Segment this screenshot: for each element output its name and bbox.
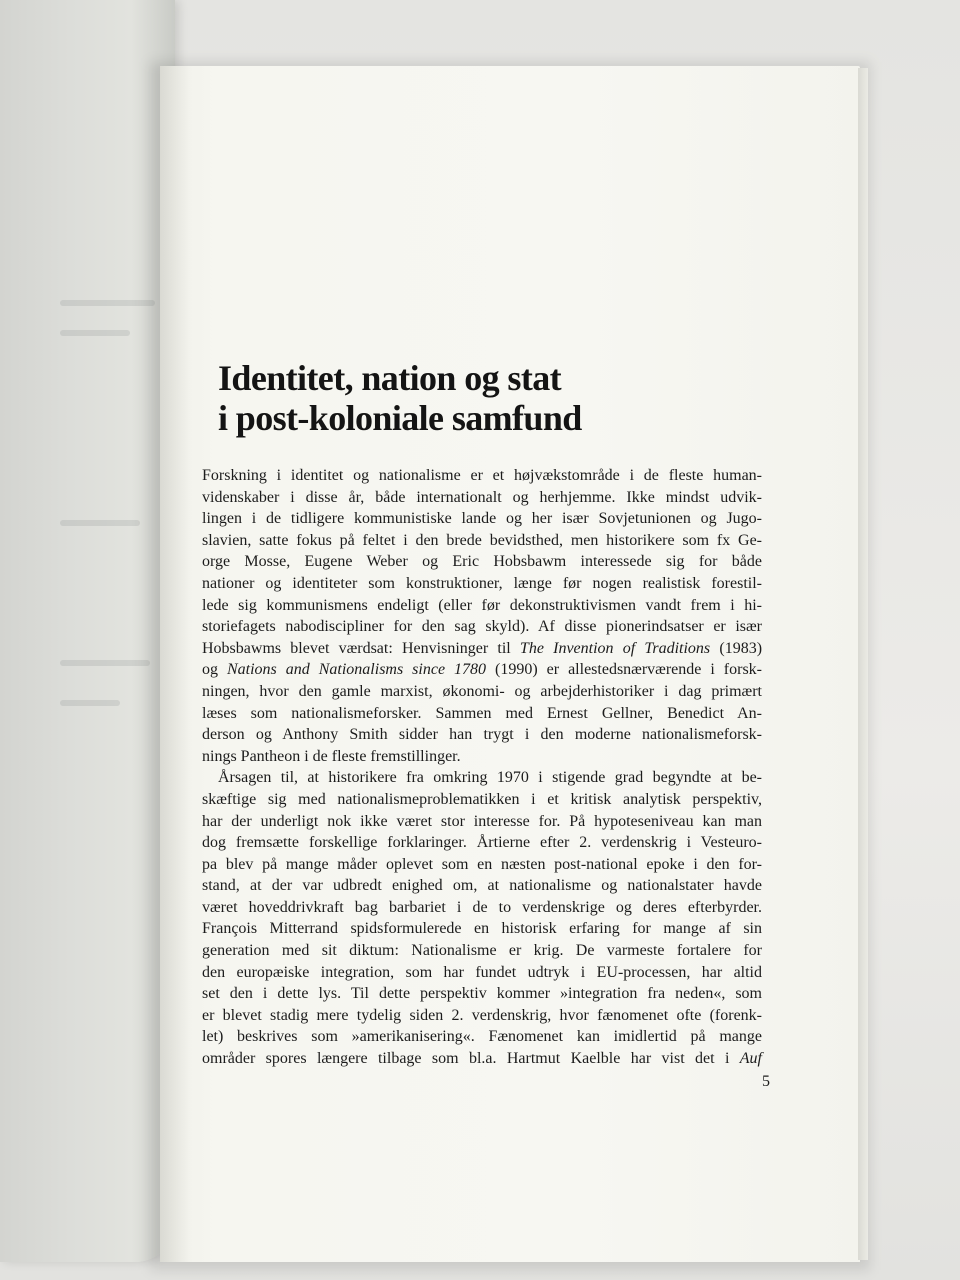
body-line: lingen i de tidligere kommunistiske lande og her især Sovjetunionen og Jugo-: [202, 510, 762, 528]
ghost-text-line: [60, 520, 140, 526]
body-line: stand, at der var udbredt enighed om, at nationalisme og nationalstater havde: [202, 877, 762, 895]
chapter-title-line: i post-koloniale samfund: [218, 398, 582, 438]
body-line: pa blev på mange måder oplevet som en næsten post-national epoke i den for-: [202, 855, 762, 873]
body-line: den europæiske integration, som har fundet udtryk i EU-processen, har altid: [202, 963, 762, 981]
body-line: Forskning i identitet og nationalisme er et højvækstområde i de fleste human-: [202, 467, 762, 484]
left-page: [0, 0, 175, 1262]
chapter-title-line: Identitet, nation og stat: [218, 358, 561, 398]
body-line: skæftige sig med nationalismeproblematikken i et kritisk analytisk perspektiv,: [202, 790, 762, 808]
page-number: 5: [762, 1073, 770, 1090]
page-edge: [858, 68, 868, 1260]
ghost-text-line: [60, 700, 120, 706]
body-line: set den i dette lys. Til dette perspektiv kommer »integration fra neden«, som: [202, 985, 762, 1003]
body-line: Hobsbawms blevet værdsat: Henvisninger til The Invention of Traditions (1983): [202, 639, 763, 657]
body-line: områder spores længere tilbage som bl.a. Hartmut Kaelble har vist det i Auf: [202, 1050, 762, 1068]
body-line: ningen, hvor den gamle marxist, økonomi- og arbejderhistoriker i dag primært: [202, 682, 762, 700]
body-line: orge Mosse, Eugene Weber og Eric Hobsbawm interessede sig for både: [202, 553, 762, 571]
body-line: og Nations and Nationalisms since 1780 (1990) er allestedsnærværende i forsk-: [202, 661, 763, 679]
body-line: har der underligt nok ikke været stor interesse for. På hypoteseniveau kan man: [202, 812, 762, 830]
body-line: nationer og identiteter som konstruktioner, længe før nogen realistisk forestil-: [202, 574, 762, 592]
body-line: derson og Anthony Smith sidder han trygt i den moderne nationalismeforsk-: [202, 726, 762, 744]
chapter-title: [218, 358, 778, 438]
body-line: Årsagen til, at historikere fra omkring 1970 i stigende grad begyndte at be-: [218, 769, 762, 787]
body-line: storiefagets nabodiscipliner for den sag skyld). Af disse pionerindsatser er især: [202, 618, 762, 636]
body-line: været hoveddrivkraft bag barbariet i de to verdenskrige og deres efterbyrder.: [202, 898, 762, 916]
body-line: François Mitterrand spidsformulerede en historisk erfaring for mange af sin: [202, 920, 762, 938]
ghost-text-line: [60, 330, 130, 336]
body-line: lede sig kommunismens endeligt (eller før dekonstruktivismen vandt frem i hi-: [202, 596, 762, 614]
body-line: læses som nationalismeforsker. Sammen med Ernest Gellner, Benedict An-: [202, 704, 762, 722]
body-line: let) beskrives som »amerikanisering«. Fænomenet kan imidlertid på mange: [202, 1028, 762, 1046]
body-line: dog fremsætte forskellige forklaringer. Årtierne efter 2. verdenskrig i Vesteuro-: [202, 834, 762, 852]
body-text: [202, 465, 762, 1070]
body-line: slavien, satte fokus på feltet i den brede bevidsthed, men historikere som fx Ge-: [202, 531, 762, 549]
body-line: videnskaber i disse år, både internationalt og herhjemme. Ikke mindst udvik-: [202, 488, 762, 506]
page-gutter: [160, 66, 190, 1262]
body-line: nings Pantheon i de fleste fremstillinger.: [202, 747, 461, 765]
body-line: er blevet stadig mere tydelig siden 2. verdenskrig, hvor fænomenet ofte (forenk-: [202, 1006, 762, 1024]
body-line: generation med sit diktum: Nationalisme er krig. De varmeste fortalere for: [202, 942, 762, 960]
ghost-text-line: [60, 660, 150, 666]
ghost-text-line: [60, 300, 155, 306]
